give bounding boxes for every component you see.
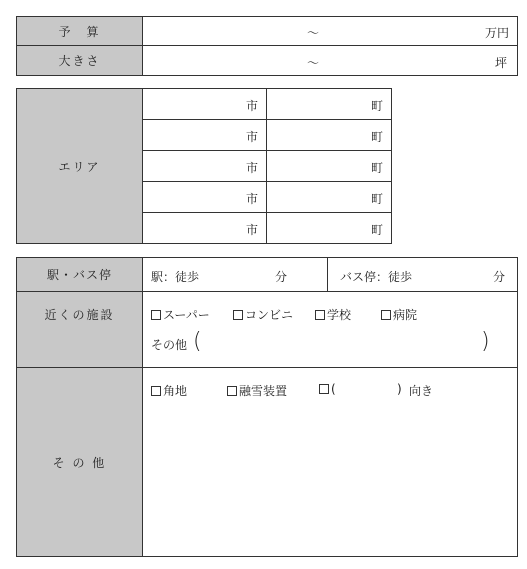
open-paren: (	[193, 329, 202, 354]
facing-open-paren: (	[331, 382, 336, 396]
area-city-field-2[interactable]	[142, 119, 267, 151]
size-label: 大きさ	[16, 45, 143, 76]
facilities-field	[142, 291, 518, 368]
facility-hospital[interactable]	[381, 306, 417, 323]
facing-close-paren: )	[397, 382, 402, 396]
city-suffix: 市	[245, 130, 258, 144]
facility-school[interactable]	[315, 306, 351, 323]
area-town-field-1[interactable]	[266, 88, 392, 120]
city-suffix: 市	[245, 99, 258, 113]
bus-walk-field[interactable]	[327, 257, 518, 292]
area-city-field-5[interactable]	[142, 212, 267, 244]
option-label: 融雪装置	[239, 384, 288, 398]
city-suffix: 市	[245, 161, 258, 175]
facing-label: 向き	[409, 384, 434, 398]
station-walk-label: 駅：徒歩	[151, 270, 200, 284]
budget-field[interactable]	[142, 16, 518, 46]
facility-convenience-store[interactable]	[233, 306, 293, 323]
facilities-label: 近くの施設	[16, 291, 143, 368]
option-facing[interactable]	[319, 382, 336, 396]
others-label: そ の 他	[16, 367, 143, 557]
town-suffix: 町	[370, 99, 383, 113]
station-label: 駅・バス停	[16, 257, 143, 292]
checkbox-icon[interactable]	[151, 310, 161, 320]
facility-other-label: その他	[151, 338, 188, 352]
town-suffix: 町	[370, 192, 383, 206]
city-suffix: 市	[245, 192, 258, 206]
city-suffix: 市	[245, 223, 258, 237]
station-walk-field[interactable]	[142, 257, 328, 292]
option-corner-lot[interactable]	[151, 382, 187, 399]
close-paren: )	[481, 329, 490, 354]
checkbox-icon[interactable]	[227, 386, 237, 396]
area-town-field-4[interactable]	[266, 181, 392, 213]
town-suffix: 町	[370, 223, 383, 237]
checkbox-icon[interactable]	[319, 384, 329, 394]
bus-min-unit: 分	[492, 270, 505, 284]
facility-label: スーパー	[163, 308, 210, 322]
checkbox-icon[interactable]	[233, 310, 243, 320]
facility-label: 学校	[327, 308, 352, 322]
facility-label: コンビニ	[245, 308, 294, 322]
bus-walk-label: バス停：徒歩	[340, 270, 413, 284]
area-town-field-5[interactable]	[266, 212, 392, 244]
size-tilde: 〜	[307, 56, 320, 70]
town-suffix: 町	[370, 130, 383, 144]
facility-label: 病院	[393, 308, 418, 322]
size-unit: 坪	[494, 56, 507, 70]
checkbox-icon[interactable]	[151, 386, 161, 396]
station-min-unit: 分	[275, 270, 288, 284]
checkbox-icon[interactable]	[315, 310, 325, 320]
area-town-field-3[interactable]	[266, 150, 392, 182]
option-label: 角地	[163, 384, 188, 398]
others-field	[142, 367, 518, 557]
town-suffix: 町	[370, 161, 383, 175]
budget-label: 予 算	[16, 16, 143, 46]
area-city-field-4[interactable]	[142, 181, 267, 213]
facility-supermarket[interactable]	[151, 306, 210, 323]
area-town-field-2[interactable]	[266, 119, 392, 151]
checkbox-icon[interactable]	[381, 310, 391, 320]
area-city-field-3[interactable]	[142, 150, 267, 182]
area-label: エリア	[16, 88, 143, 244]
budget-tilde: 〜	[307, 26, 320, 40]
option-snow-melting[interactable]	[227, 382, 287, 399]
size-field[interactable]	[142, 45, 518, 76]
area-city-field-1[interactable]	[142, 88, 267, 120]
budget-unit: 万円	[484, 26, 509, 40]
